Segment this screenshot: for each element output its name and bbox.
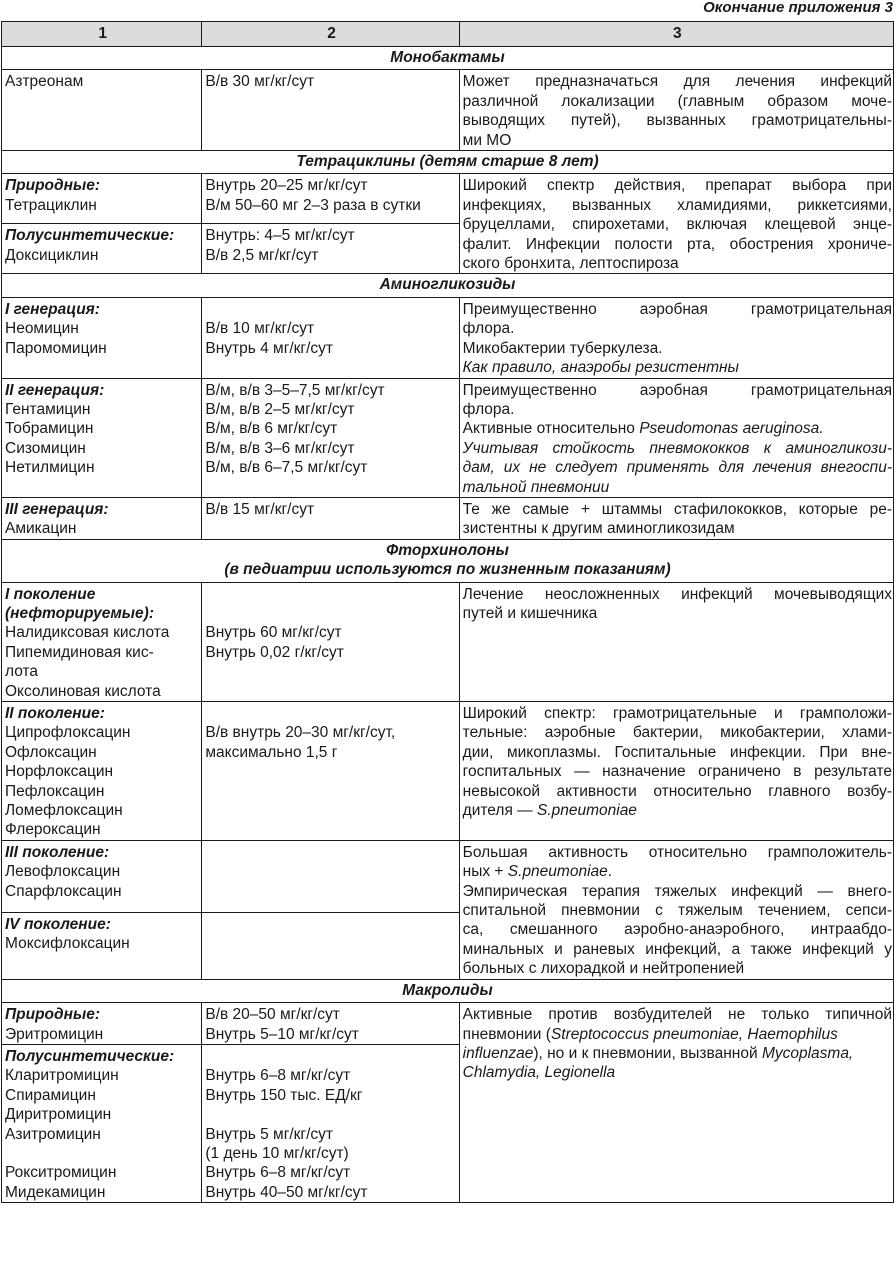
drug-name: Тобрамицин (5, 420, 94, 438)
dose: В/м, в/в 3–6 мг/кг/сут (205, 439, 355, 457)
desc-line (463, 419, 892, 438)
column-header-3: 3 (459, 22, 893, 47)
desc-line: са, смешанного аэробно-анаэробного, интраабдо- (462, 921, 892, 939)
table-row (2, 174, 894, 224)
section-row-monobactams (2, 47, 894, 70)
desc-line (463, 1025, 892, 1044)
drug-name: Норфлоксацин (5, 763, 114, 781)
desc-line: минальных и раневых инфекций, а также инфекций у (462, 940, 892, 958)
drug-name: Эритромицин (5, 1025, 104, 1043)
dose: Внутрь 4 мг/кг/сут (205, 339, 333, 357)
desc-line: Преимущественно аэробная грамотрицательная (462, 381, 892, 399)
table-row (2, 497, 894, 539)
desc-text: дителя — (462, 802, 537, 820)
drug-name: лота (5, 663, 39, 681)
desc-text: Активные относительно (462, 420, 640, 438)
drug-name: Тетрациклин (5, 196, 97, 214)
group-label: II генерация: (5, 381, 105, 399)
dose: Внутрь 5 мг/кг/сут (205, 1125, 333, 1143)
desc-line: Активные против возбудителей не только типичной (462, 1006, 892, 1024)
column-header-2: 2 (202, 22, 459, 47)
drug-name: Флероксацин (5, 821, 101, 839)
section-title-line: (в педиатрии используются по жизненным показаниям) (224, 561, 671, 579)
desc-line: инфекциях, вызванных хламидиями, риккетсиями, (462, 196, 892, 214)
desc-line: путей и кишечника (462, 604, 598, 622)
section-row-fluoroquinolones (2, 539, 894, 582)
drug-name: Налидиксовая кислота (5, 624, 170, 642)
page-caption: Окончание приложения 3 (703, 0, 893, 16)
description-cell (459, 1003, 893, 1203)
desc-line: различной локализации (главным образом моче- (462, 92, 892, 110)
species-name: S.pneumoniae (507, 863, 608, 881)
dose: В/в 20–50 мг/кг/сут (205, 1006, 340, 1024)
table-row (2, 840, 894, 912)
description-cell (459, 702, 893, 841)
description-cell (459, 70, 893, 151)
dose: Внутрь 20–25 мг/кг/сут (205, 177, 368, 195)
description-cell (459, 378, 893, 497)
dose: Внутрь 5–10 мг/кг/сут (205, 1025, 359, 1043)
dose: Внутрь 6–8 мг/кг/сут (205, 1067, 351, 1085)
desc-line: тальной пневмонии (462, 478, 610, 496)
group-label: IV поколение: (5, 915, 111, 933)
desc-line: Как правило, анаэробы резистентны (462, 359, 739, 377)
drug-name: Рокситромицин (5, 1164, 117, 1182)
species-name: Mycoplasma, (761, 1044, 854, 1062)
drug-name: Кларитромицин (5, 1067, 119, 1085)
desc-line: дам, их не следует применять для лечения внегоспи- (462, 459, 892, 477)
dose: В/в 2,5 мг/кг/сут (205, 246, 319, 264)
desc-line: флора. (462, 320, 515, 338)
desc-line: выводящих путей), вызванных грамотрицательны- (462, 112, 892, 130)
table-row (2, 70, 894, 151)
drug-name: Паромомицин (5, 339, 107, 357)
dose: В/в 10 мг/кг/сут (205, 320, 315, 338)
desc-line: Широкий спектр действия, препарат выбора при (462, 177, 892, 195)
table-row (2, 702, 894, 841)
desc-text: ных + (462, 863, 508, 881)
dose: В/м, в/в 3–5–7,5 мг/кг/сут (205, 381, 385, 399)
group-label: I генерация: (5, 300, 100, 318)
drug-name: Доксициклин (5, 246, 99, 264)
section-title: Монобактамы (2, 47, 894, 70)
column-header-1: 1 (2, 22, 202, 47)
drug-name: Неомицин (5, 320, 79, 338)
drug-name: Нетилмицин (5, 459, 95, 477)
antibiotics-table (1, 21, 894, 1203)
dose: (1 день 10 мг/кг/сут) (205, 1144, 349, 1162)
drug-name: Азтреонам (5, 73, 84, 91)
description-cell (459, 840, 893, 979)
section-title (2, 539, 894, 582)
desc-line: ных + S.pneumoniae. (462, 863, 613, 881)
desc-line: невысокой активности относительно главного возбу- (462, 782, 892, 800)
species-name: influenzae (462, 1044, 534, 1062)
drug-name: Ломефлоксацин (5, 802, 123, 820)
drug-name: Амикацин (5, 520, 77, 538)
section-row-macrolides (2, 979, 894, 1002)
dose: В/м, в/в 6 мг/кг/сут (205, 420, 338, 438)
drug-name: Азитромицин (5, 1125, 101, 1143)
species-name: Chlamydia, Legionella (462, 1064, 616, 1082)
section-title: Макролиды (2, 979, 894, 1002)
description-cell (459, 174, 893, 274)
dose: В/в внутрь 20–30 мг/кг/сут, (205, 724, 396, 742)
drug-name: Гентамицин (5, 400, 91, 418)
drug-name: Спарфлоксацин (5, 882, 122, 900)
table-header-row (2, 22, 894, 47)
desc-line: спитальной пневмонии с тяжелым течением, сепси- (462, 902, 892, 920)
description-cell (459, 297, 893, 378)
desc-line: Микобактерии туберкулеза. (462, 339, 663, 357)
drug-name: Ципрофлоксацин (5, 724, 131, 742)
drug-name: Моксифлоксацин (5, 935, 130, 953)
desc-line: Лечение неосложненных инфекций мочевыводящих (462, 585, 892, 603)
drug-name: Оксолиновая кислота (5, 682, 161, 700)
section-title: Тетрациклины (детям старше 8 лет) (2, 151, 894, 174)
desc-line: Преимущественно аэробная грамотрицательная (462, 300, 892, 318)
desc-line: фалит. Инфекции полости рта, обострения хрониче- (462, 235, 892, 253)
section-row-aminoglycosides (2, 274, 894, 297)
desc-line: тельные: аэробные бактерии, микобактерии, хлами- (462, 724, 892, 742)
desc-line: бруцеллами, спирохетами, включая клещевой энце- (462, 216, 892, 234)
dose: Внутрь 60 мг/кг/сут (205, 624, 342, 642)
table-row (2, 378, 894, 497)
table-row (2, 297, 894, 378)
species-name: Pseudomonas aeruginosa. (639, 420, 824, 438)
drug-name: Левофлоксацин (5, 863, 121, 881)
group-label: Природные: (5, 1006, 100, 1024)
section-title-line: Фторхинолоны (386, 541, 509, 559)
desc-line (463, 1044, 892, 1063)
dose: Внутрь 40–50 мг/кг/сут (205, 1183, 368, 1201)
table-row (2, 1003, 894, 1045)
section-title: Аминогликозиды (2, 274, 894, 297)
description-cell (459, 497, 893, 539)
dose: Внутрь: 4–5 мг/кг/сут (205, 227, 355, 245)
species-name: Streptococcus pneumoniae, Haemophilus (550, 1025, 838, 1043)
group-label: I поколение (5, 585, 96, 603)
group-label: Полусинтетические: (5, 1047, 175, 1065)
group-label: III поколение: (5, 843, 110, 861)
drug-name: Спирамицин (5, 1086, 96, 1104)
species-name: S.pneumoniae (536, 802, 637, 820)
group-label: Полусинтетические: (5, 227, 175, 245)
desc-line: зистентны к другим аминогликозидам (462, 520, 735, 538)
desc-line: Учитывая стойкость пневмококков к аминогликози- (462, 439, 892, 457)
group-label: II поколение: (5, 705, 105, 722)
dose: максимально 1,5 г (205, 743, 338, 761)
drug-name: Офлоксацин (5, 743, 97, 761)
group-label: III генерация: (5, 500, 109, 518)
drug-name: Сизомицин (5, 439, 86, 457)
dose: Внутрь 150 тыс. ЕД/кг (205, 1086, 363, 1104)
desc-line: Широкий спектр: грамотрицательные и грамположи- (462, 705, 892, 722)
desc-line: Эмпирическая терапия тяжелых инфекций — внего- (462, 882, 892, 900)
dose: В/м 50–60 мг 2–3 раза в сутки (205, 196, 421, 214)
drug-name: Мидекамицин (5, 1183, 106, 1201)
description-cell (459, 582, 893, 701)
desc-line: флора. (462, 400, 515, 418)
dose: В/м, в/в 6–7,5 мг/кг/сут (205, 459, 368, 477)
desc-line: дии, микоплазмы. Госпитальные инфекции. При вне- (462, 743, 892, 761)
section-row-tetracyclines (2, 151, 894, 174)
desc-line: ми МО (462, 131, 512, 149)
drug-name: Пефлоксацин (5, 782, 105, 800)
desc-text: пневмонии ( (462, 1025, 551, 1043)
table-row (2, 582, 894, 701)
desc-line: Те же самые + штаммы стафилококков, которые ре- (462, 500, 892, 518)
desc-line: больных с лихорадкой и нейтропенией (462, 960, 745, 978)
desc-line: госпитальных — назначение ограничено в результате (462, 763, 892, 781)
dose: В/м, в/в 2–5 мг/кг/сут (205, 400, 355, 418)
drug-name: Пипемидиновая кис- (5, 643, 154, 661)
dose: В/в 30 мг/кг/сут (205, 73, 315, 91)
desc-text: ), но и к пневмонии, вызванной (533, 1044, 762, 1062)
desc-line: Большая активность относительно грамположитель- (462, 843, 892, 861)
group-label: Природные: (5, 177, 100, 195)
desc-line: ского бронхита, лептоспироза (462, 255, 679, 273)
dose: Внутрь 0,02 г/кг/сут (205, 643, 344, 661)
desc-line (463, 801, 892, 820)
desc-line: Может предназначаться для лечения инфекций (462, 73, 892, 91)
group-label: (нефторируемые): (5, 604, 154, 622)
dose: В/в 15 мг/кг/сут (205, 500, 315, 518)
drug-name: Диритромицин (5, 1106, 112, 1124)
dose: Внутрь 6–8 мг/кг/сут (205, 1164, 351, 1182)
